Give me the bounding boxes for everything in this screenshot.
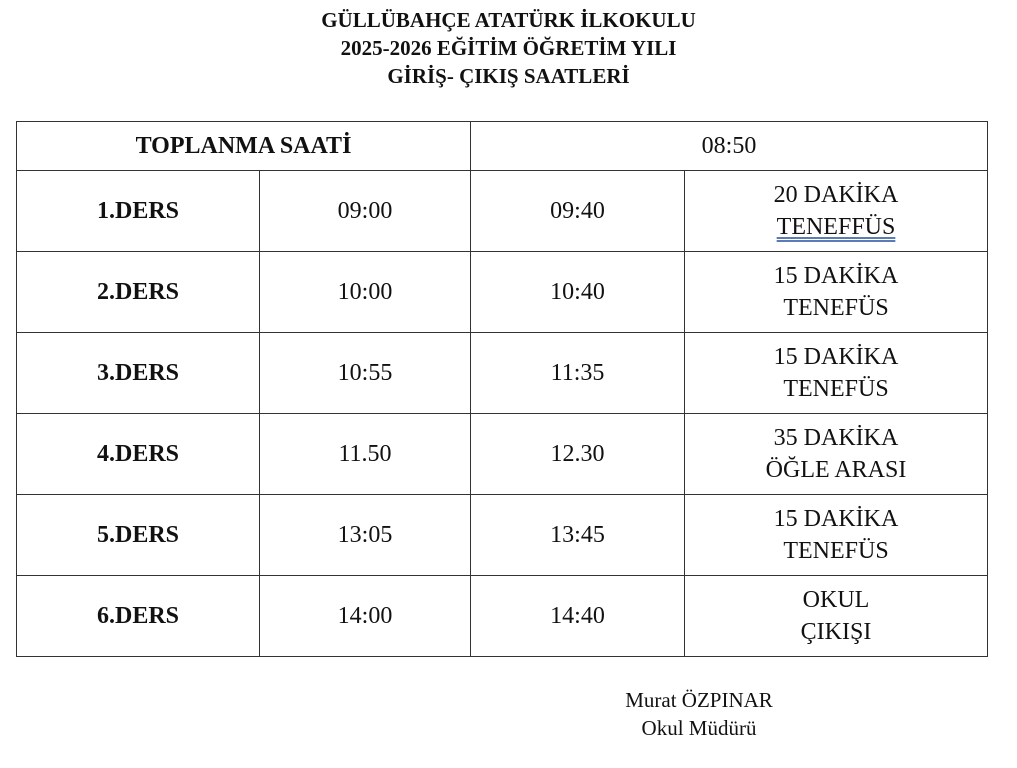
lesson-start: 09:00	[260, 171, 471, 252]
principal-title: Okul Müdürü	[641, 716, 757, 740]
break-cell	[685, 252, 988, 333]
lesson-end: 12.30	[471, 414, 685, 495]
table-row	[17, 171, 988, 252]
break-duration: 35 DAKİKA	[773, 425, 899, 451]
document-header	[0, 6, 1017, 90]
break-duration: 15 DAKİKA	[773, 344, 899, 370]
table-row	[17, 414, 988, 495]
academic-year: 2025-2026 EĞİTİM ÖĞRETİM YILI	[340, 36, 677, 60]
break-type: TENEFFÜS	[776, 214, 896, 240]
break-duration: 15 DAKİKA	[773, 263, 899, 289]
lesson-end: 10:40	[471, 252, 685, 333]
lesson-end: 13:45	[471, 495, 685, 576]
break-cell	[685, 576, 988, 657]
lesson-start: 11.50	[260, 414, 471, 495]
break-type: TENEFÜS	[783, 538, 889, 564]
lesson-name: 2.DERS	[17, 252, 260, 333]
lesson-start: 10:00	[260, 252, 471, 333]
lesson-name: 4.DERS	[17, 414, 260, 495]
lesson-end: 11:35	[471, 333, 685, 414]
lesson-end: 09:40	[471, 171, 685, 252]
break-type: ÇIKIŞI	[800, 619, 872, 645]
break-type: ÖĞLE ARASI	[765, 457, 907, 483]
lesson-end: 14:40	[471, 576, 685, 657]
break-cell	[685, 333, 988, 414]
signature-block	[559, 686, 839, 742]
break-cell	[685, 414, 988, 495]
lesson-name: 3.DERS	[17, 333, 260, 414]
break-type: TENEFÜS	[783, 376, 889, 402]
school-name: GÜLLÜBAHÇE ATATÜRK İLKOKULU	[321, 8, 696, 32]
assembly-label: TOPLANMA SAATİ	[17, 122, 471, 171]
schedule-table	[16, 121, 988, 657]
document-title: GİRİŞ- ÇIKIŞ SAATLERİ	[387, 64, 630, 88]
lesson-start: 13:05	[260, 495, 471, 576]
assembly-time: 08:50	[471, 122, 988, 171]
lesson-name: 1.DERS	[17, 171, 260, 252]
lesson-start: 14:00	[260, 576, 471, 657]
break-duration: 15 DAKİKA	[773, 506, 899, 532]
break-cell	[685, 495, 988, 576]
break-cell	[685, 171, 988, 252]
break-duration: 20 DAKİKA	[773, 182, 899, 208]
table-row	[17, 333, 988, 414]
principal-name: Murat ÖZPINAR	[625, 688, 773, 712]
break-type: TENEFÜS	[783, 295, 889, 321]
lesson-name: 5.DERS	[17, 495, 260, 576]
lesson-name: 6.DERS	[17, 576, 260, 657]
table-row	[17, 576, 988, 657]
table-row	[17, 252, 988, 333]
lesson-start: 10:55	[260, 333, 471, 414]
table-row	[17, 495, 988, 576]
assembly-row	[17, 122, 988, 171]
break-duration: OKUL	[802, 587, 870, 613]
